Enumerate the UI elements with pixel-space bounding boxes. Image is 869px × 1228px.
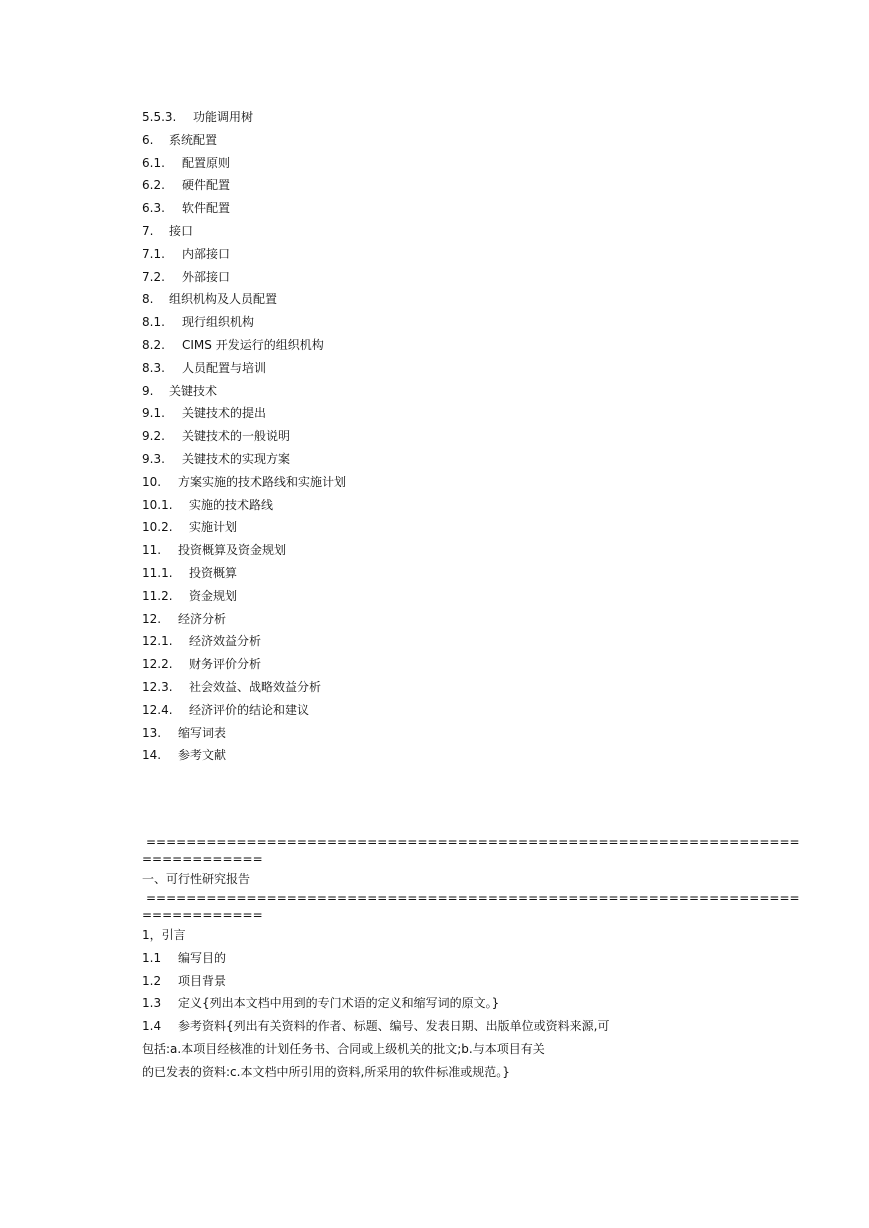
toc-entry <box>142 608 346 631</box>
toc-entry <box>142 402 346 425</box>
report-body <box>142 834 800 1084</box>
toc-number: 9.1. <box>142 406 165 421</box>
toc-entry <box>142 174 346 197</box>
subsection-title: 编写目的 <box>178 950 227 965</box>
toc-title: 经济分析 <box>178 611 227 626</box>
toc-entry <box>142 653 346 676</box>
toc-entry <box>142 197 346 220</box>
toc-title: 关键技术 <box>169 383 218 398</box>
toc-entry <box>142 311 346 334</box>
toc-entry <box>142 699 346 722</box>
separator-line: ================================================================= <box>146 835 800 849</box>
toc-number: 7. <box>142 223 154 238</box>
toc-title: 系统配置 <box>169 132 218 147</box>
toc-title: 经济评价的结论和建议 <box>189 702 310 717</box>
toc-title: 内部接口 <box>182 246 231 261</box>
subsection <box>142 1015 742 1038</box>
toc-entry <box>142 744 346 767</box>
toc-title: 经济效益分析 <box>189 634 262 649</box>
section-heading <box>142 924 742 947</box>
toc-entry <box>142 220 346 243</box>
toc-number: 12.2. <box>142 657 173 672</box>
toc-title: 实施的技术路线 <box>189 497 274 512</box>
subsection <box>142 970 742 993</box>
paragraph-continuation: 的已发表的资料:c.本文档中所引用的资料,所采用的软件标准或规范。} <box>142 1064 510 1079</box>
toc-title: 缩写词表 <box>178 725 227 740</box>
subsection-number: 1.3 <box>142 996 162 1011</box>
toc-number: 13. <box>142 725 162 740</box>
toc-entry <box>142 129 346 152</box>
toc-entry <box>142 448 346 471</box>
toc-number: 12.3. <box>142 679 173 694</box>
toc-title: 投资概算 <box>189 565 238 580</box>
toc-number: 6.3. <box>142 201 165 216</box>
subsection-number: 1.4 <box>142 1019 162 1034</box>
toc-title: CIMS 开发运行的组织机构 <box>182 337 324 352</box>
separator-line: ============ <box>142 852 263 866</box>
toc-entry <box>142 380 346 403</box>
toc-title: 人员配置与培训 <box>182 360 267 375</box>
toc-entry <box>142 471 346 494</box>
subsection-title: 项目背景 <box>178 973 227 988</box>
toc-title: 社会效益、战略效益分析 <box>189 679 322 694</box>
toc-entry <box>142 357 346 380</box>
toc-number: 11.1. <box>142 565 173 580</box>
section-title: 1，引言 <box>142 928 186 942</box>
toc-number: 6.1. <box>142 155 165 170</box>
toc-number: 5.5.3. <box>142 110 177 124</box>
toc-title: 参考文献 <box>178 748 227 763</box>
toc-title: 现行组织机构 <box>182 315 255 330</box>
toc-title: 接口 <box>169 223 194 238</box>
toc-number: 8.1. <box>142 315 165 330</box>
toc-entry <box>142 562 346 585</box>
toc-number: 9.3. <box>142 451 165 466</box>
toc-entry <box>142 288 346 311</box>
toc-number: 11. <box>142 543 162 558</box>
table-of-contents <box>142 106 346 767</box>
toc-entry <box>142 516 346 539</box>
toc-number: 11.2. <box>142 588 173 603</box>
subsection <box>142 992 742 1015</box>
toc-number: 14. <box>142 748 162 763</box>
toc-number: 8. <box>142 292 154 307</box>
toc-entry <box>142 722 346 745</box>
toc-title: 软件配置 <box>182 201 231 216</box>
toc-number: 12.4. <box>142 702 173 717</box>
toc-number: 12.1. <box>142 634 173 649</box>
separator-bottom <box>142 890 800 924</box>
toc-number: 9.2. <box>142 429 165 444</box>
subsection-number: 1.1 <box>142 950 162 965</box>
toc-number: 10.2. <box>142 520 173 535</box>
toc-title: 硬件配置 <box>182 178 231 193</box>
toc-number: 10.1. <box>142 497 173 512</box>
toc-title: 实施计划 <box>189 520 238 535</box>
subsection-title: 参考资料{列出有关资料的作者、标题、编号、发表日期、出版单位或资料来源,可 <box>178 1019 610 1034</box>
subsection-number: 1.2 <box>142 973 162 988</box>
toc-entry <box>142 494 346 517</box>
toc-title: 财务评价分析 <box>189 657 262 672</box>
separator-line: ============ <box>142 908 263 922</box>
toc-entry <box>142 539 346 562</box>
toc-title: 方案实施的技术路线和实施计划 <box>178 474 347 489</box>
toc-entry <box>142 106 346 129</box>
toc-number: 8.2. <box>142 337 165 352</box>
toc-title: 外部接口 <box>182 269 231 284</box>
separator-line: ================================================================= <box>146 891 800 905</box>
toc-number: 7.1. <box>142 246 165 261</box>
report-title: 一、可行性研究报告 <box>142 872 251 886</box>
subsection-title: 定义{列出本文档中用到的专门术语的定义和缩写词的原文。} <box>178 996 500 1011</box>
toc-entry <box>142 425 346 448</box>
toc-entry <box>142 334 346 357</box>
paragraph-continuation: 包括:a.本项目经核准的计划任务书、合同或上级机关的批文;b.与本项目有关 <box>142 1041 545 1056</box>
toc-entry <box>142 630 346 653</box>
toc-title: 关键技术的提出 <box>182 406 267 421</box>
toc-entry <box>142 243 346 266</box>
toc-number: 10. <box>142 474 162 489</box>
toc-title: 资金规划 <box>189 588 238 603</box>
separator-top <box>142 834 800 868</box>
toc-title: 关键技术的实现方案 <box>182 451 291 466</box>
toc-title: 配置原则 <box>182 155 231 170</box>
toc-number: 9. <box>142 383 154 398</box>
toc-title: 关键技术的一般说明 <box>182 429 291 444</box>
toc-entry <box>142 676 346 699</box>
toc-title: 组织机构及人员配置 <box>169 292 278 307</box>
toc-entry <box>142 266 346 289</box>
toc-number: 8.3. <box>142 360 165 375</box>
toc-title: 投资概算及资金规划 <box>178 543 287 558</box>
toc-number: 6. <box>142 132 154 147</box>
toc-title: 功能调用树 <box>193 110 254 124</box>
toc-entry <box>142 585 346 608</box>
toc-entry <box>142 152 346 175</box>
toc-number: 6.2. <box>142 178 165 193</box>
subsection <box>142 947 742 970</box>
toc-number: 7.2. <box>142 269 165 284</box>
toc-number: 12. <box>142 611 162 626</box>
